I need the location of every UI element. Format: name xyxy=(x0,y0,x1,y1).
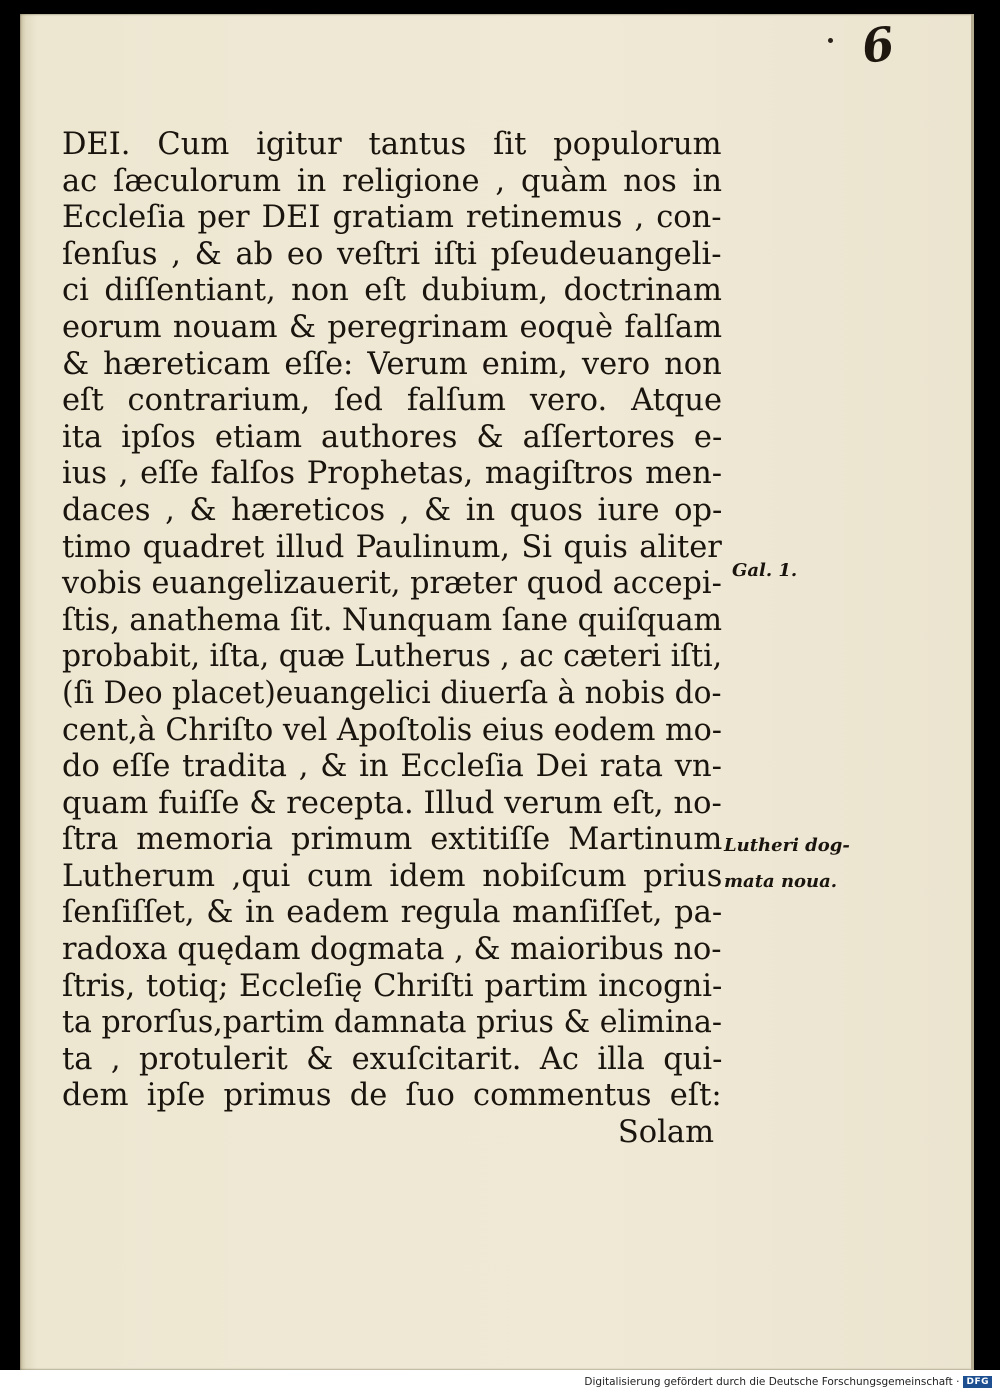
text-line: ci diſſentiant, non eſt dubium, doctrinam xyxy=(62,273,722,309)
text-line: eorum nouam & peregrinam eoquè falſam xyxy=(62,309,722,345)
text-line: cent,à Chriſto vel Apoſtolis eius eodem mo- xyxy=(62,712,722,748)
text-line: ita ipſos etiam authores & aſſertores e- xyxy=(62,419,723,455)
marginal-note-gal: Gal. 1. xyxy=(732,560,798,581)
marginal-note-line: mata noua. xyxy=(724,871,838,892)
text-line: ſenſus , & ab eo veſtri iſti pſeudeuangeli- xyxy=(62,236,722,272)
text-line: (ſi Deo placet)euangelici diuerſa à nobis do- xyxy=(62,675,722,711)
folio-number: 6 xyxy=(858,16,898,74)
marginal-note-line: Lutheri dog- xyxy=(724,835,850,856)
text-line: timo quadret illud Paulinum, Si quis aliter xyxy=(62,529,722,565)
text-line: ſtris, totiq; Eccleſię Chriſti partim incogni- xyxy=(62,968,723,1004)
credit-text: Digitalisierung gefördert durch die Deutsche Forschungsgemeinschaft · xyxy=(584,1376,960,1388)
text-line: ſtra memoria primum extitiſſe Martinum xyxy=(62,822,723,858)
catchword: Solam xyxy=(617,1115,714,1151)
text-line: DEI. Cum igitur tantus ſit populorum xyxy=(62,127,722,162)
footer-bar xyxy=(0,1370,1000,1392)
text-line: Lutherum ,qui cum idem nobiſcum prius xyxy=(62,858,723,894)
text-line: radoxa quędam dogmata , & maioribus no- xyxy=(62,932,722,968)
ink-dot xyxy=(828,38,833,43)
text-line: ſtis, anathema ſit. Nunquam ſane quiſquam xyxy=(62,602,723,638)
text-line: vobis euangelizauerit, præter quod accepi- xyxy=(62,566,722,602)
text-line: ta prorſus,partim damnata prius & elimina- xyxy=(62,1005,723,1041)
text-line: ac ſæculorum in religione , quàm nos in xyxy=(62,163,722,199)
text-line: ius , eſſe falſos Prophetas, magiſtros men- xyxy=(62,456,723,492)
text-line: ta , protulerit & exuſcitarit. Ac illa qui- xyxy=(62,1041,723,1077)
text-line: eſt contrarium, ſed falſum vero. Atque xyxy=(62,383,723,419)
marginal-note-lutheri xyxy=(724,828,850,900)
main-text-block xyxy=(62,127,722,1152)
page-edge xyxy=(971,14,974,1370)
text-line: probabit, iſta, quæ Lutherus , ac cæteri iſti, xyxy=(62,639,723,675)
text-line: ſenſiſſet, & in eadem regula manſiſſet, pa- xyxy=(62,895,723,931)
text-line: & hæreticam eſſe: Verum enim, vero non xyxy=(62,346,722,382)
funding-credit xyxy=(584,1376,992,1388)
text-line: daces , & hæreticos , & in quos iure op- xyxy=(62,492,723,528)
text-line: quam fuiſſe & recepta. Illud verum eſt, no- xyxy=(62,785,722,821)
text-line: dem ipſe primus de ſuo commentus eſt: xyxy=(62,1078,722,1114)
text-line: Eccleſia per DEI gratiam retinemus , con- xyxy=(62,200,722,236)
dfg-logo-icon: DFG xyxy=(963,1376,992,1388)
text-line: do eſſe tradita , & in Eccleſia Dei rata vn- xyxy=(62,749,722,785)
